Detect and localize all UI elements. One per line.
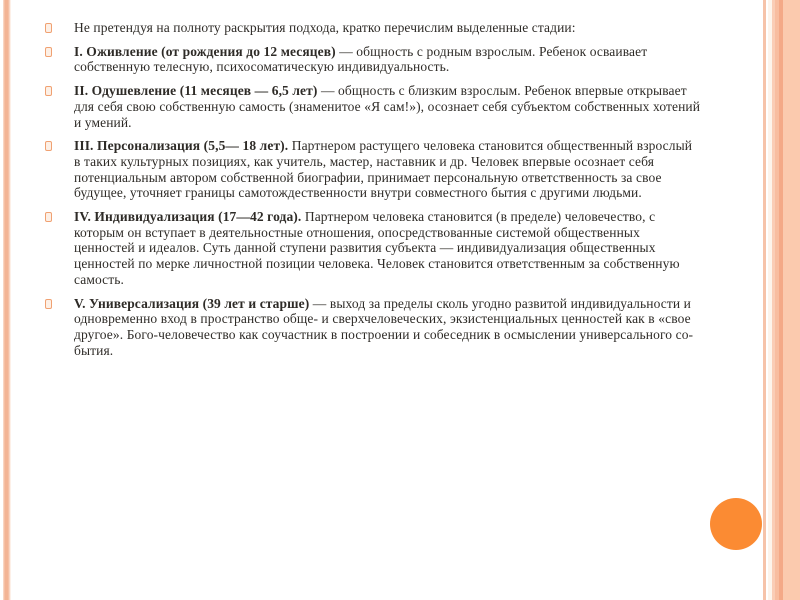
list-item-text bbox=[74, 209, 701, 288]
list-item-bold-run: IV. Индивидуализация (17—42 года). bbox=[74, 209, 302, 225]
list-item-text bbox=[74, 83, 701, 130]
left-border-stripe bbox=[3, 0, 11, 600]
list-item-bold-run: I. Оживление (от рождения до 12 месяцев) bbox=[74, 43, 336, 59]
list-item-bold-run: V. Универсализация (39 лет и старше) bbox=[74, 295, 310, 311]
list-item-bold-run: II. Одушевление (11 месяцев — 6,5 лет) bbox=[74, 83, 318, 99]
list-item-normal-run: Партнером человека становится (в пределе) человечество, с которым он вступает в деятельностные отношения, опосредствованные системой общественных ценностей и идеалов. Суть данной ступени развития субъекта — индивидуализация общественных ценностей по мерке личностной позиции человека. Человек становится ответственным за собственную самость. bbox=[74, 209, 680, 287]
bullet-square-icon bbox=[45, 86, 52, 96]
list-item bbox=[45, 138, 701, 201]
list-item-text bbox=[74, 296, 701, 359]
list-item-normal-run: — выход за пределы сколь угодно развитой индивидуальности и одновременно вход в пространство обще- и сверхчеловеческих, экзистенциальных ценностей как в «свое другое». Бого-человечество как соучастник в построении и собеседник в осмыслении универсального со-бытия. bbox=[74, 295, 694, 358]
bullet-square-icon bbox=[45, 212, 52, 222]
slide-body-text bbox=[45, 20, 701, 366]
list-item-normal-run: — общность с близким взрослым. Ребенок впервые открывает для себя свою собственную самость (знаменитое «Я сам!»), осознает себя субъектом собственных хотений и умений. bbox=[74, 83, 701, 130]
bullet-square-icon bbox=[45, 141, 52, 151]
list-item bbox=[45, 296, 701, 359]
bullet-square-icon bbox=[45, 47, 52, 57]
list-item-normal-run: Партнером растущего человека становится общественный взрослый в таких культурных позициях, как учитель, мастер, наставник и др. Человек впервые осознает себя потенциальным автором собственной биографии, принимает персональную ответственность за свое будущее, уточняет границы самотождественности внутри совместного бытия с другими людьми. bbox=[74, 138, 693, 201]
accent-circle bbox=[710, 498, 762, 550]
bullet-square-icon bbox=[45, 299, 52, 309]
list-item-normal-run: Не претендуя на полноту раскрытия подхода, кратко перечислим выделенные стадии: bbox=[74, 20, 576, 35]
list-item bbox=[45, 209, 701, 288]
list-item-normal-run: — общность с родным взрослым. Ребенок осваивает собственную телесную, психосоматическую индивидуальность. bbox=[74, 43, 648, 75]
list-item-text bbox=[74, 20, 701, 36]
list-item-text bbox=[74, 138, 701, 201]
list-item-text bbox=[74, 44, 701, 75]
list-item bbox=[45, 83, 701, 130]
bullet-square-icon bbox=[45, 23, 52, 33]
list-item-bold-run: III. Персонализация (5,5— 18 лет). bbox=[74, 138, 289, 154]
right-border-stripes bbox=[763, 0, 800, 600]
list-item bbox=[45, 20, 701, 36]
list-item bbox=[45, 44, 701, 75]
